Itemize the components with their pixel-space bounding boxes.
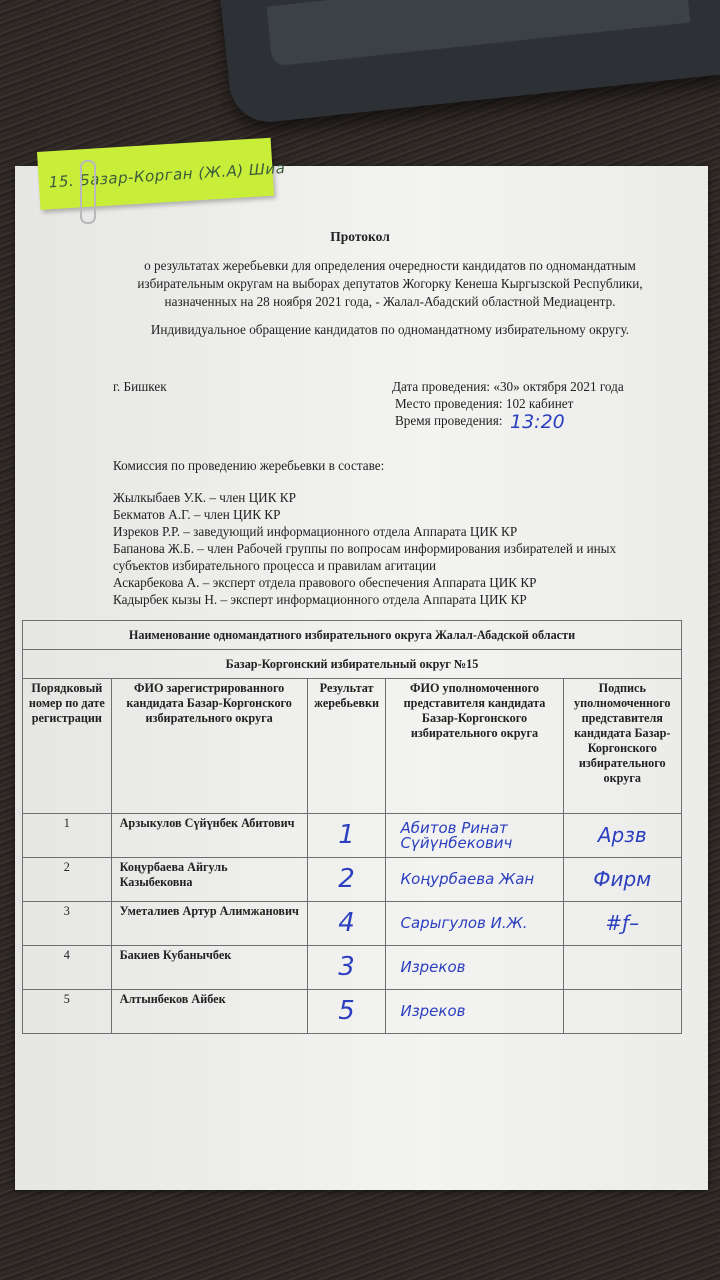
candidate-name: Коңурбаева Айгуль Казыбековна [111, 858, 307, 902]
draw-results-table [22, 620, 682, 1034]
representative-name: Абитов Ринат Сүйүнбекович [386, 814, 563, 858]
row-number: 2 [23, 858, 112, 902]
draw-result: 2 [307, 858, 386, 902]
candidate-name: Алтынбеков Айбек [111, 990, 307, 1034]
representative-name: Изреков [386, 990, 563, 1034]
signature [563, 946, 681, 990]
desk-device [219, 0, 720, 126]
commission-member: Аскарбекова А. – эксперт отдела правового обеспечения Аппарата ЦИК КР [113, 575, 537, 590]
draw-result: 4 [307, 902, 386, 946]
commission-heading: Комиссия по проведению жеребьевки в составе: [113, 458, 385, 473]
place-label: Место проведения: 102 кабинет [395, 396, 574, 411]
candidate-name: Арзыкулов Сүйүнбек Абитович [111, 814, 307, 858]
table-header-row [23, 679, 682, 814]
header-representative-name: ФИО уполномоченного представителя кандидата Базар-Коргонского избирательного округа [386, 679, 563, 814]
commission-member: Жылкыбаев У.К. – член ЦИК КР [113, 490, 296, 505]
sticky-note-text: 15. Базар-Корган (Ж.А) Шиа [48, 158, 286, 192]
commission-member: Бекматов А.Г. – член ЦИК КР [113, 507, 281, 522]
region-title: Наименование одномандатного избирательного округа Жалал-Абадской области [23, 621, 682, 650]
candidate-name: Бакиев Кубанычбек [111, 946, 307, 990]
district-title-row [23, 650, 682, 679]
subtitle-line-2: избирательным округам на выборах депутатов Жогорку Кенеша Кыргызской Республики, [137, 276, 643, 291]
candidate-name: Уметалиев Артур Алимжанович [111, 902, 307, 946]
table-row [23, 858, 682, 902]
representative-name: Изреков [386, 946, 563, 990]
table-row [23, 902, 682, 946]
signature: #ƒ– [563, 902, 681, 946]
draw-result: 5 [307, 990, 386, 1034]
table-row [23, 946, 682, 990]
commission-member: Кадырбек кызы Н. – эксперт информационного отдела Аппарата ЦИК КР [113, 592, 527, 607]
header-representative-signature: Подпись уполномоченного представителя кандидата Базар-Коргонского избирательного округа [563, 679, 681, 814]
appeal-line: Индивидуальное обращение кандидатов по одномандатному избирательному округу. [150, 322, 630, 337]
commission-member: Бапанова Ж.Б. – член Рабочей группы по вопросам информирования избирателей и иных [113, 541, 617, 556]
device-screen [266, 0, 690, 66]
paperclip-icon [80, 160, 96, 224]
representative-name: Коңурбаева Жан [386, 858, 563, 902]
row-number: 1 [23, 814, 112, 858]
draw-result: 3 [307, 946, 386, 990]
commission-member: субъектов избирательного процесса и правилам агитации [113, 558, 437, 573]
row-number: 5 [23, 990, 112, 1034]
draw-result: 1 [307, 814, 386, 858]
subtitle-line-1: о результатах жеребьевки для определения очередности кандидатов по одномандатным [144, 258, 636, 273]
commission-member: Изреков Р.Р. – заведующий информационного отдела Аппарата ЦИК КР [113, 524, 518, 539]
header-candidate-name: ФИО зарегистрированного кандидата Базар-Коргонского избирательного округа [111, 679, 307, 814]
representative-name: Сарыгулов И.Ж. [386, 902, 563, 946]
signature: Арзв [563, 814, 681, 858]
city: г. Бишкек [113, 379, 167, 394]
signature [563, 990, 681, 1034]
subtitle-line-3: назначенных на 28 ноября 2021 года, - Жалал-Абадский областной Медиацентр. [164, 294, 616, 309]
time-label: Время проведения: [395, 413, 503, 428]
table-row [23, 814, 682, 858]
document-title: Протокол [330, 229, 390, 244]
row-number: 3 [23, 902, 112, 946]
district-title: Базар-Коргонский избирательный округ №15 [23, 650, 682, 679]
table-row [23, 990, 682, 1034]
region-title-row [23, 621, 682, 650]
signature: Фирм [563, 858, 681, 902]
row-number: 4 [23, 946, 112, 990]
header-draw-result: Результат жеребьевки [307, 679, 386, 814]
time-value: 13:20 [510, 411, 565, 433]
date-label: Дата проведения: «30» октября 2021 года [392, 379, 624, 394]
header-order-number: Порядковый номер по дате регистрации [23, 679, 112, 814]
